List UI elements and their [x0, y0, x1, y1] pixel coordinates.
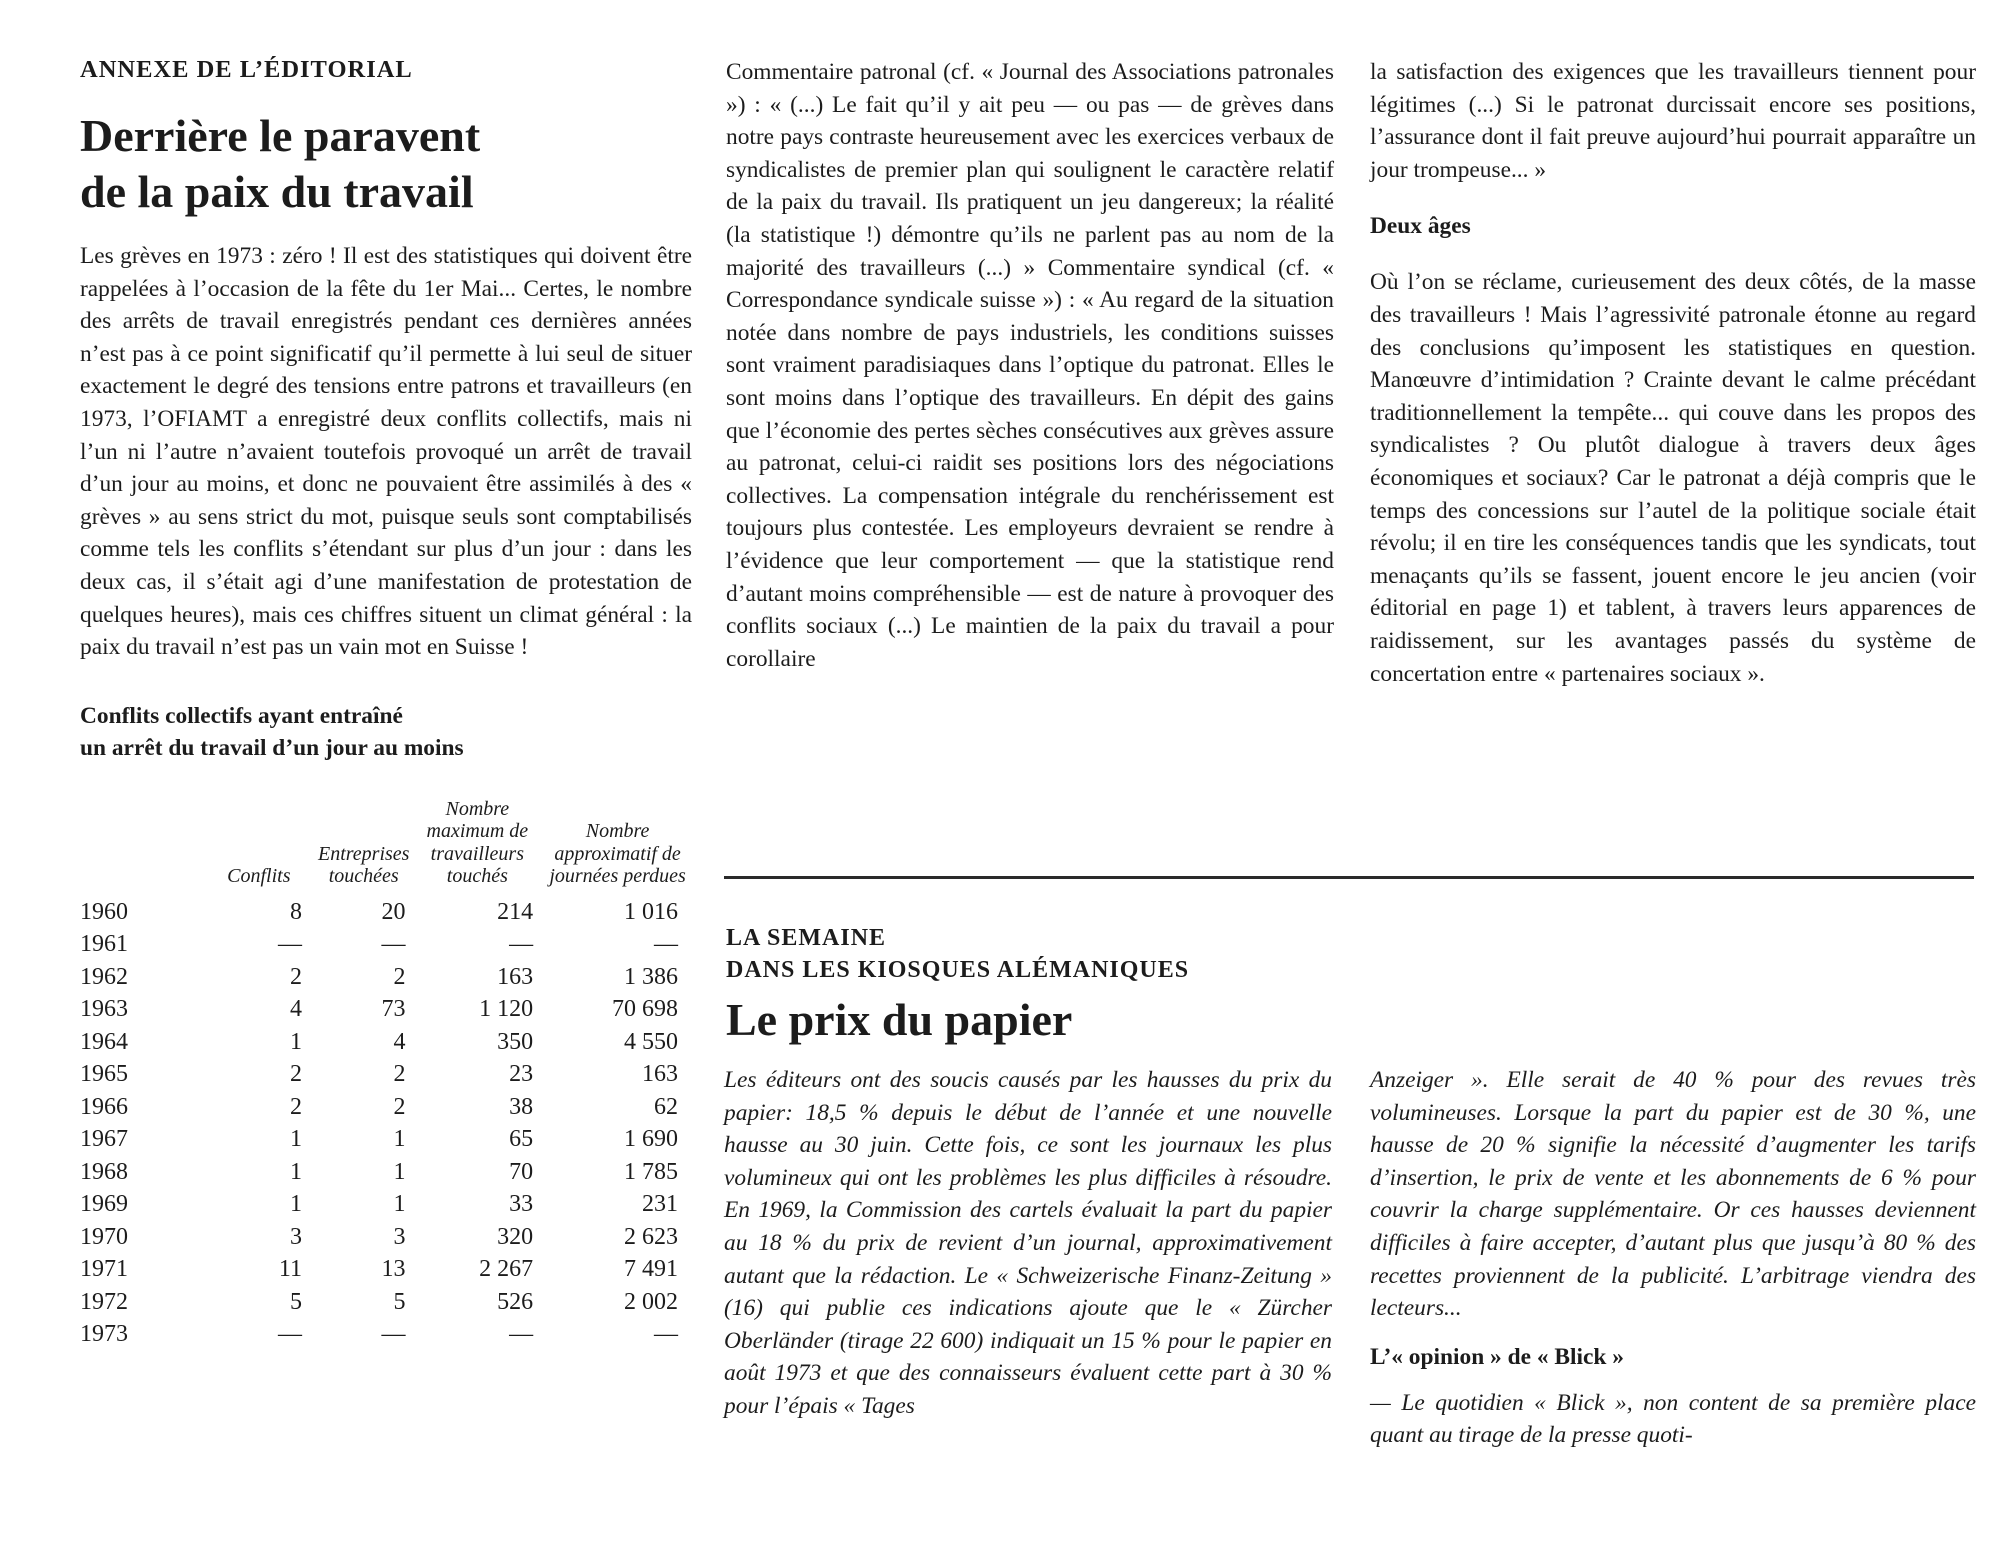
- table-row: [80, 1091, 692, 1124]
- table-cell-travailleurs: 320: [497, 1223, 534, 1250]
- table-title: [80, 700, 692, 764]
- table-cell-conflits: 1: [289, 1126, 302, 1153]
- table-cell-year: 1970: [80, 1223, 128, 1250]
- editorial-commentaries: Commentaire patronal (cf. « Journal des Associations patronales ») : « (...) Le fait qu’il y ait peu — ou pas — de grèves dans notre pays contraste heureusement avec les exercices verbaux de syndicalistes de premier plan qui soulignent le caractère relatif de la paix du travail. Ils pratiquent un jeu dangereux; la réalité (la statistique !) démontre qu’ils ne parlent pas au nom de la majorité des travailleurs (...) » Commentaire syndical (cf. « Correspondance syndicale suisse ») : « Au regard de la situation notée dans nombre de pays industriels, les conditions suisses sont vraiment paradisiaques dans l’optique du patronat. Elles le sont moins dans l’optique des travailleurs. En dépit des gains que l’économie des pertes sèches consécutives aux grèves assure au patronat, celui-ci raidit ses positions lors des négociations collectives. La compensation intégrale du renchérissement est toujours plus contestée. Les employeurs devraient se rendre à l’évidence que leur comportement — que la statistique rend d’autant moins compréhensible — est de nature à provoquer des conflits sociaux (...) Le maintien de la paix du travail a pour corollaire: [726, 59, 1334, 672]
- table-cell-journees: 2 623: [624, 1223, 678, 1250]
- table-cell-conflits: 8: [289, 898, 302, 925]
- table-cell-conflits: 1: [289, 1158, 302, 1185]
- table-cell-entreprises: 1: [393, 1126, 406, 1153]
- editorial-title-line2: de la paix du travail: [80, 166, 474, 217]
- table-cell-conflits: 2: [289, 1093, 302, 1120]
- table-row: [80, 993, 692, 1026]
- editorial-kicker: ANNEXE DE L’ÉDITORIAL: [80, 56, 413, 83]
- table-cell-journees: 2 002: [624, 1288, 678, 1315]
- subhead-deux-ages: Deux âges: [1370, 213, 1471, 240]
- table-cell-journees: —: [654, 1321, 678, 1348]
- table-cell-journees: 7 491: [624, 1256, 678, 1283]
- table-cell-year: 1972: [80, 1288, 128, 1315]
- strikes-statistics-table: [80, 798, 692, 1351]
- table-cell-entreprises: 3: [393, 1223, 406, 1250]
- table-cell-journees: 62: [654, 1093, 678, 1120]
- table-cell-journees: 1 690: [624, 1126, 678, 1153]
- table-cell-journees: 231: [642, 1191, 678, 1218]
- table-cell-year: 1962: [80, 963, 128, 990]
- table-cell-year: 1963: [80, 996, 128, 1023]
- table-cell-journees: 1 785: [624, 1158, 678, 1185]
- blick-text: — Le quotidien « Blick », non content de sa première place quant au tirage de la presse quoti-: [1370, 1389, 1976, 1449]
- table-cell-travailleurs: 33: [509, 1191, 534, 1218]
- table-row: [80, 1026, 692, 1059]
- table-cell-journees: —: [654, 931, 678, 958]
- semaine-column-left: [724, 1064, 1332, 1423]
- table-cell-entreprises: 13: [381, 1256, 406, 1283]
- semaine-column-right: [1370, 1064, 1976, 1452]
- table-cell-year: 1969: [80, 1191, 128, 1218]
- table-cell-year: 1968: [80, 1158, 128, 1185]
- table-cell-conflits: 4: [289, 996, 302, 1023]
- semaine-text-left: Les éditeurs ont des soucis causés par les hausses du prix du papier: 18,5 % depuis le début de l’année et une nouvelle hausse au 30 juin. Cette fois, ce sont les journaux les plus volumineux qui ont les problèmes les plus difficiles à résoudre. En 1969, la Commission des cartels évaluait la part du papier au 18 % du prix de revient d’un journal, approximativement autant que la rédaction. Le « Schweizerische Finanz-Zeitung » (16) qui publie ces indications ajoute que le « Zürcher Oberländer (tirage 22 600) indiquait un 15 % pour le papier en août 1973 et que des connaisseurs évaluent cette part à 30 % pour l’épais « Tages: [724, 1067, 1332, 1419]
- table-header-travailleurs: Nombre maximum de travailleurs touchés: [426, 797, 529, 888]
- table-cell-year: 1964: [80, 1028, 128, 1055]
- editorial-col3-text: la satisfaction des exigences que les travailleurs tiennent pour légitimes (...) Si le patronat durcissait encore ses positions, l’assurance dont il fait preuve aujourd’hui pourrait apparaître un jour trompeuse... »: [1370, 59, 1976, 183]
- table-cell-journees: 1 016: [624, 898, 678, 925]
- table-cell-entreprises: 2: [393, 963, 406, 990]
- table-row: [80, 1253, 692, 1286]
- table-cell-conflits: 3: [289, 1223, 302, 1250]
- table-row: [80, 928, 692, 961]
- table-cell-entreprises: 4: [393, 1028, 406, 1055]
- table-row: [80, 961, 692, 994]
- table-cell-year: 1971: [80, 1256, 128, 1283]
- table-cell-entreprises: —: [381, 1321, 406, 1348]
- table-cell-conflits: —: [277, 931, 302, 958]
- table-cell-entreprises: 2: [393, 1061, 406, 1088]
- table-cell-travailleurs: 70: [509, 1158, 534, 1185]
- table-cell-conflits: 1: [289, 1028, 302, 1055]
- table-row: [80, 1221, 692, 1254]
- section-divider: [724, 876, 1974, 879]
- table-cell-conflits: —: [277, 1321, 302, 1348]
- table-cell-journees: 4 550: [624, 1028, 678, 1055]
- table-row: [80, 1123, 692, 1156]
- semaine-title: Le prix du papier: [726, 994, 1073, 1045]
- table-row: [80, 1286, 692, 1319]
- table-row: [80, 1156, 692, 1189]
- table-cell-travailleurs: 23: [509, 1061, 534, 1088]
- table-cell-travailleurs: 2 267: [479, 1256, 534, 1283]
- table-row: [80, 1318, 692, 1351]
- table-cell-year: 1967: [80, 1126, 128, 1153]
- table-cell-travailleurs: 65: [509, 1126, 534, 1153]
- table-cell-entreprises: 1: [393, 1191, 406, 1218]
- table-cell-journees: 70 698: [612, 996, 678, 1023]
- table-cell-year: 1966: [80, 1093, 128, 1120]
- table-cell-year: 1965: [80, 1061, 128, 1088]
- table-cell-conflits: 1: [289, 1191, 302, 1218]
- table-cell-travailleurs: 350: [497, 1028, 534, 1055]
- table-cell-entreprises: 5: [393, 1288, 406, 1315]
- table-cell-year: 1973: [80, 1321, 128, 1348]
- editorial-paragraph-1: Les grèves en 1973 : zéro ! Il est des statistiques qui doivent être rappelées à l’occasion de la fête du 1er Mai... Certes, le nombre des arrêts de travail enregistrés pendant ces dernières années n’est pas à ce point significatif qu’il permette à lui seul de situer exactement le degré des tensions entre patrons et travailleurs (en 1973, l’OFIAMT a enregistré deux conflits collectifs, mais ni l’un ni l’autre n’avaient toutefois provoqué un arrêt de travail d’un jour au moins, et donc ne pouvaient être assimilés à des « grèves » au sens strict du mot, puisque seuls sont comptabilisés comme tels les conflits s’étendant sur plus d’un jour : dans les deux cas, il s’était agi d’une manifestation de protestation de quelques heures), mais ces chiffres situent un climat général : la paix du travail n’est pas un vain mot en Suisse !: [80, 243, 692, 661]
- subhead-blick: L’« opinion » de « Blick »: [1370, 1343, 1624, 1370]
- table-header-conflits: Conflits: [227, 865, 291, 888]
- editorial-column-middle: [726, 56, 1334, 675]
- table-cell-travailleurs: 1 120: [479, 996, 534, 1023]
- table-cell-travailleurs: 163: [497, 963, 534, 990]
- table-cell-entreprises: 1: [393, 1158, 406, 1185]
- editorial-column-left: [80, 54, 692, 1351]
- table-cell-year: 1961: [80, 931, 128, 958]
- table-header-year: [80, 798, 202, 896]
- table-title-line1: Conflits collectifs ayant entraîné: [80, 702, 403, 729]
- table-cell-conflits: 2: [289, 1061, 302, 1088]
- table-cell-journees: 163: [642, 1061, 678, 1088]
- table-cell-conflits: 11: [278, 1256, 302, 1283]
- table-header-entreprises: Entreprises touchées: [317, 842, 410, 888]
- table-cell-entreprises: 2: [393, 1093, 406, 1120]
- semaine-text-right: Anzeiger ». Elle serait de 40 % pour des revues très volumineuses. Lorsque la part du papier est de 30 %, une hausse de 20 % signifie la nécessité d’augmenter les tarifs d’insertion, le prix de vente et les abonnements de 6 % pour couvrir la charge supplémentaire. Or ces hausses deviennent difficiles à faire accepter, d’autant plus que jusqu’à 80 % des recettes proviennent de la publicité. L’arbitrage viendra des lecteurs...: [1370, 1067, 1976, 1322]
- table-cell-travailleurs: —: [509, 931, 534, 958]
- table-cell-entreprises: —: [381, 931, 406, 958]
- table-row: [80, 1188, 692, 1221]
- table-cell-entreprises: 73: [381, 996, 406, 1023]
- semaine-kicker-line1: LA SEMAINE: [726, 925, 887, 951]
- table-cell-journees: 1 386: [624, 963, 678, 990]
- semaine-kicker-line2: DANS LES KIOSQUES ALÉMANIQUES: [726, 957, 1190, 983]
- table-cell-conflits: 2: [289, 963, 302, 990]
- table-cell-travailleurs: 526: [497, 1288, 534, 1315]
- table-row: [80, 896, 692, 929]
- table-cell-year: 1960: [80, 898, 128, 925]
- table-cell-travailleurs: 38: [509, 1093, 534, 1120]
- table-title-line2: un arrêt du travail d’un jour au moins: [80, 734, 464, 761]
- editorial-col3-text2: Où l’on se réclame, curieusement des deux côtés, de la masse des travailleurs ! Mais l’agressivité patronale étonne au regard des conclusions qu’imposent les statistiques en question. Manœuvre d’intimidation ? Crainte devant le calme précédant traditionnellement la tempête... qui couve dans les propos des syndicalistes ? Ou plutôt dialogue à travers deux âges économiques et sociaux? Car le patronat a déjà compris que le temps des concessions sur l’autel de la politique sociale était révolu; il en tire les conséquences tandis que les syndicats, tout menaçants qu’ils se fassent, jouent encore le jeu ancien (voir éditorial en page 1) et tablent, à travers leurs apparences de raidissement, sur les avantages passés du système de concertation entre « partenaires sociaux ».: [1370, 269, 1976, 687]
- table-cell-travailleurs: 214: [497, 898, 534, 925]
- editorial-title-line1: Derrière le paravent: [80, 110, 481, 161]
- table-row: [80, 1058, 692, 1091]
- table-cell-travailleurs: —: [509, 1321, 534, 1348]
- editorial-title: [80, 108, 692, 220]
- editorial-column-right: [1370, 56, 1976, 690]
- semaine-header: [726, 922, 1976, 1048]
- table-cell-conflits: 5: [289, 1288, 302, 1315]
- table-cell-entreprises: 20: [381, 898, 406, 925]
- table-header-journees: Nombre approximatif de journées perdues: [549, 820, 686, 888]
- table-header-row: [80, 798, 692, 896]
- table-body: [80, 896, 692, 1351]
